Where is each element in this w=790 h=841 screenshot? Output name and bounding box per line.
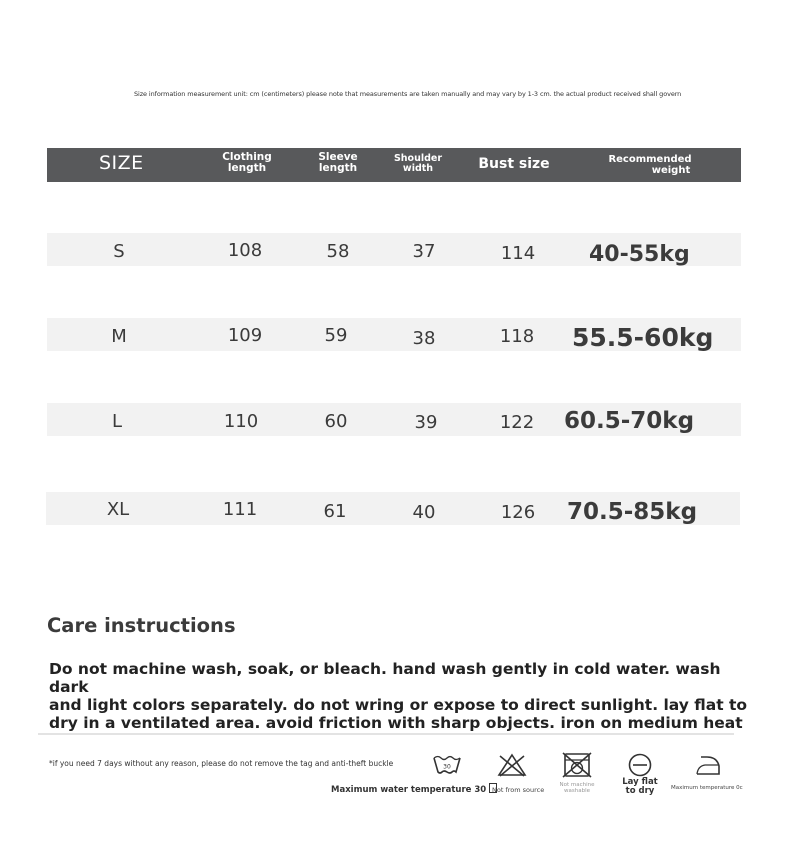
row-sleeve-length: 58 <box>326 241 350 262</box>
row-sleeve-length: 61 <box>323 501 347 522</box>
row-clothing-length: 109 <box>227 325 263 346</box>
row-shoulder-width: 38 <box>412 328 436 349</box>
header-shoulder-width: Shoulder width <box>393 153 443 174</box>
iron-caption: Maximum temperature 0c <box>671 785 743 791</box>
row-weight: 40-55kg <box>589 242 690 267</box>
row-weight: 70.5-85kg <box>567 499 698 525</box>
row-shoulder-width: 37 <box>412 241 436 262</box>
row-sleeve-length: 60 <box>324 411 348 432</box>
row-sleeve-length: 59 <box>324 325 348 346</box>
size-table-header <box>47 148 741 182</box>
table-row <box>47 403 741 436</box>
header-clothing-length: Clothing length <box>222 151 272 175</box>
row-weight: 60.5-70kg <box>564 408 695 434</box>
iron-medium-icon <box>693 752 723 778</box>
size-measurement-note: Size information measurement unit: cm (centimeters) please note that measurements are taken manually and may vary by 1-3 cm. the actual product received shall govern <box>134 90 682 98</box>
table-row <box>47 318 741 351</box>
machine-wash-caption: Not machine washable <box>559 782 595 794</box>
header-size: SIZE <box>99 152 144 174</box>
row-clothing-length: 110 <box>223 411 259 432</box>
lay-flat-to-dry-icon <box>627 752 653 778</box>
wash-temperature-mark: 30 <box>443 763 451 771</box>
not-machine-washable-icon <box>561 752 593 778</box>
header-sleeve-length: Sleeve length <box>318 151 358 175</box>
return-policy-note: *if you need 7 days without any reason, please do not remove the tag and anti-theft buckle <box>49 759 394 768</box>
row-size: XL <box>106 499 130 520</box>
table-row <box>47 233 741 266</box>
do-not-bleach-icon <box>496 752 528 778</box>
lay-flat-caption: Lay flat to dry <box>622 777 658 796</box>
row-shoulder-width: 39 <box>414 412 438 433</box>
row-size: M <box>111 326 127 347</box>
row-bust-size: 122 <box>499 412 535 433</box>
header-bust-size: Bust size <box>478 156 550 172</box>
table-row <box>46 492 740 525</box>
bleach-caption: Not from source <box>492 786 545 794</box>
header-recommended-weight: Recommended weight <box>608 154 692 176</box>
row-clothing-length: 111 <box>222 499 258 520</box>
row-size: S <box>113 241 125 262</box>
hand-wash-30-icon <box>432 752 462 778</box>
divider <box>38 733 734 735</box>
row-bust-size: 126 <box>500 502 536 523</box>
row-bust-size: 114 <box>500 243 536 264</box>
row-bust-size: 118 <box>499 326 535 347</box>
care-instructions-text: Do not machine wash, soak, or bleach. hand wash gently in cold water. wash dark and light colors separately. do not wring or expose to direct sunlight. lay flat to dry in a ventilated area. avoid friction with sharp objects. iron on medium heat <box>49 660 748 732</box>
row-clothing-length: 108 <box>227 240 263 261</box>
row-size: L <box>111 411 123 432</box>
row-weight: 55.5-60kg <box>572 323 714 352</box>
max-water-temperature-label: Maximum water temperature 30 <box>331 783 497 795</box>
row-shoulder-width: 40 <box>412 502 436 523</box>
care-title: Care instructions <box>47 614 236 637</box>
